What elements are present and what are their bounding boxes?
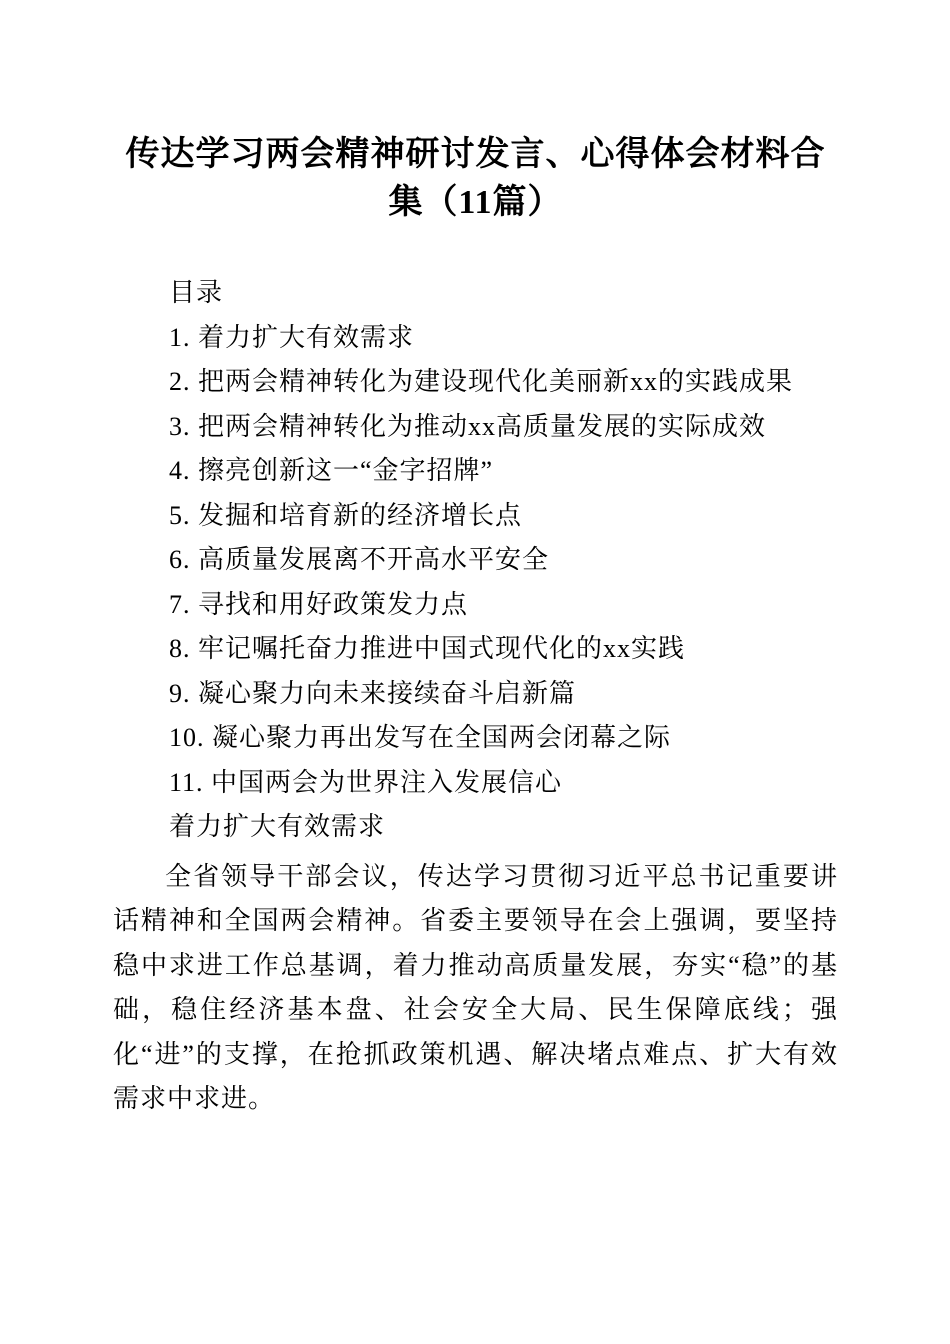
toc-item-10: 10. 凝心聚力再出发写在全国两会闭幕之际 [169, 723, 672, 752]
toc-heading: 目录 [169, 278, 224, 307]
section-heading: 着力扩大有效需求 [169, 812, 386, 841]
title-line-1: 传达学习两会精神研讨发言、心得体会材料合 [125, 136, 826, 173]
body-paragraph: 全省领导干部会议，传达学习贯彻习近平总书记重要讲话精神和全国两会精神。省委主要领导在会上强调，要坚持稳中求进工作总基调，着力推动高质量发展，夯实“稳”的基础，稳住经济基本盘、社会安全大局、民生保障底线；强化“进”的支撑，在抢抓政策机遇、解决堵点难点、扩大有效需求中求进。 [113, 861, 838, 1113]
toc-item-5: 5. 发掘和培育新的经济增长点 [169, 500, 523, 530]
toc-item-7: 7. 寻找和用好政策发力点 [169, 589, 469, 619]
document-body [113, 271, 838, 1122]
toc-item-4: 4. 擦亮创新这一“金字招牌” [169, 456, 494, 485]
table-of-contents [113, 271, 838, 805]
toc-item-3: 3. 把两会精神转化为推动xx高质量发展的实际成效 [169, 411, 767, 441]
toc-item-2: 2. 把两会精神转化为建设现代化美丽新xx的实践成果 [169, 367, 794, 396]
toc-item-6: 6. 高质量发展离不开高水平安全 [169, 545, 550, 574]
toc-item-1: 1. 着力扩大有效需求 [169, 322, 415, 352]
title-line-2: 集（11篇） [388, 184, 563, 221]
toc-item-8: 8. 牢记嘱托奋力推进中国式现代化的xx实践 [169, 634, 686, 663]
toc-item-9: 9. 凝心聚力向未来接续奋斗启新篇 [169, 678, 577, 708]
toc-item-11: 11. 中国两会为世界注入发展信心 [169, 767, 563, 797]
document-title [113, 131, 838, 227]
